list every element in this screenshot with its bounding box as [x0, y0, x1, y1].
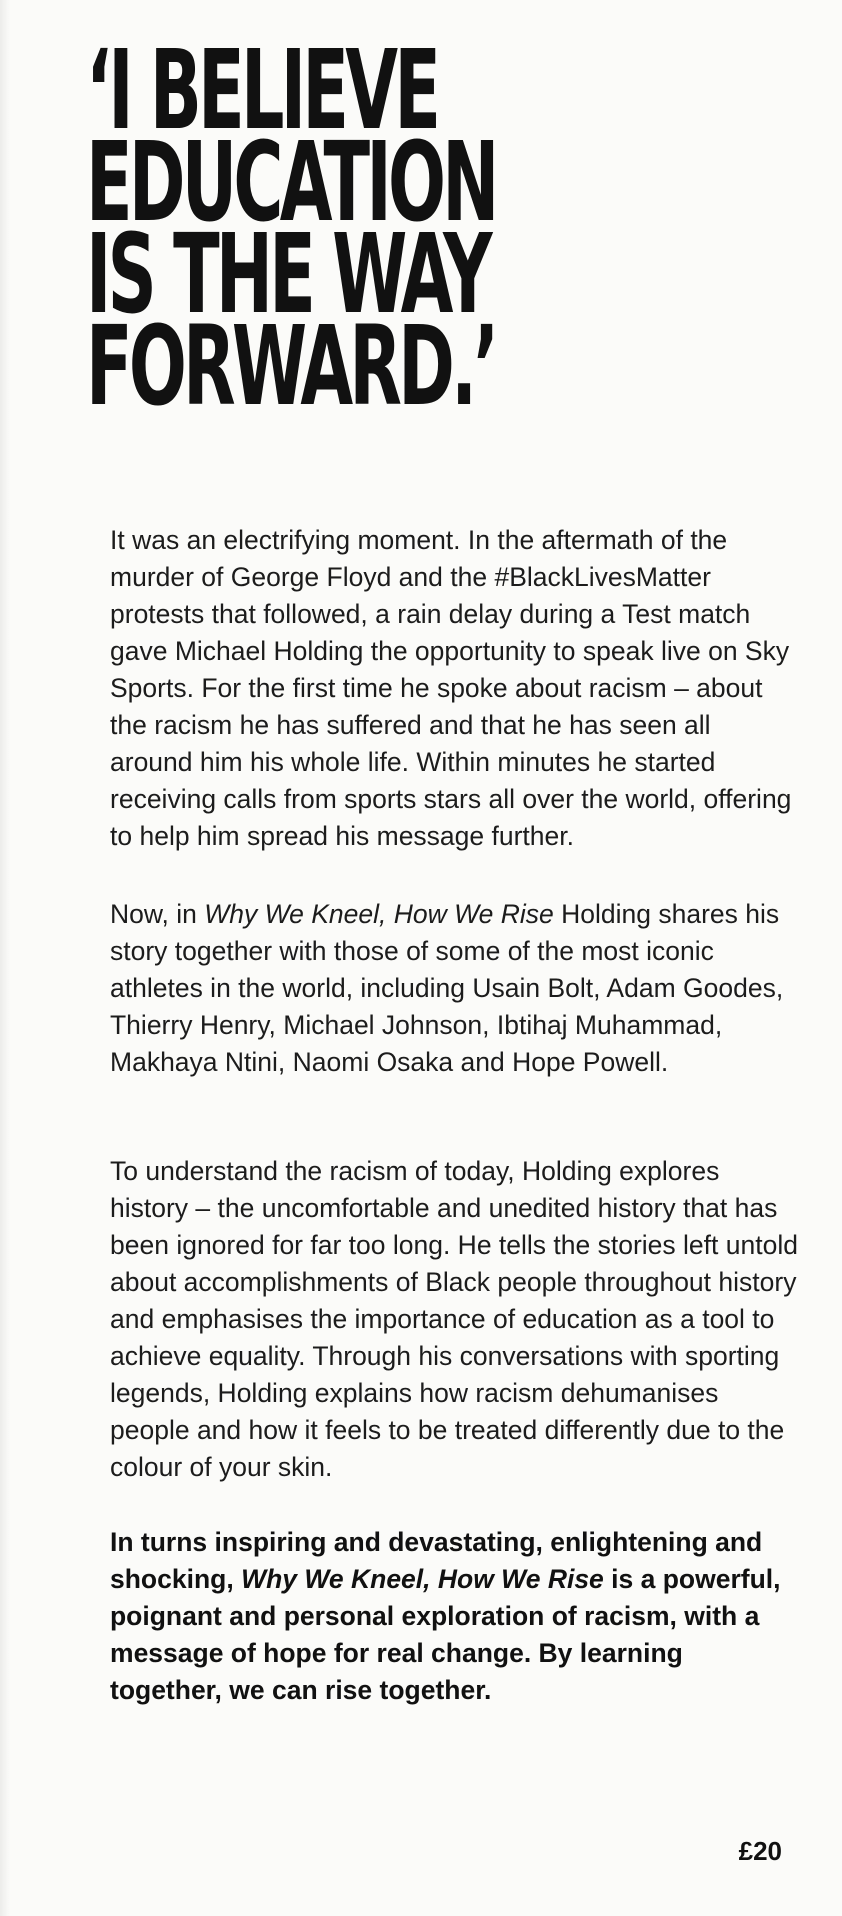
- blurb-paragraph-3: To understand the racism of today, Holding explores history – the uncomfortable and unedited history that has been ignored for far too long. He tells the stories left untold about accomplishments of Black people throughout history and emphasises the importance of education as a tool to achieve equality. Through his conversations with sporting legends, Holding explains how racism dehumanises people and how it feels to be treated differently due to the colour of your skin.: [110, 1156, 798, 1482]
- blurb-paragraph-2: [110, 896, 800, 1081]
- book-title-italic: Why We Kneel, How We Rise: [204, 899, 554, 929]
- paragraph-2-intro: Now, in: [110, 899, 205, 929]
- paragraph-2-rest: Holding shares his story together with those of some of the most iconic athletes in the world, including Usain Bolt, Adam Goodes, Thierry Henry, Michael Johnson, Ibtihaj Muhammad, Makhaya Ntini, Naomi Osaka and Hope Powell.: [110, 899, 784, 1077]
- paragraph-4-rest: is a powerful, poignant and personal exploration of racism, with a message of hope for real change. By learning together, we can rise together.: [110, 1564, 781, 1705]
- blurb-paragraph-1: It was an electrifying moment. In the aftermath of the murder of George Floyd and the #BlackLivesMatter protests that followed, a rain delay during a Test match gave Michael Holding the opportunity to speak live on Sky Sports. For the first time he spoke about racism – about the racism he has suffered and that he has seen all around him his whole life. Within minutes he started receiving calls from sports stars all over the world, offering to help him spread his message further.: [110, 525, 792, 851]
- price-label: £20: [738, 1836, 782, 1866]
- blurb-paragraph-4-bold: [110, 1524, 800, 1709]
- headline-line-1: ‘I BELIEVE: [86, 26, 438, 154]
- page-edge-shadow: [0, 0, 10, 1916]
- headline-line-2: EDUCATION: [86, 118, 496, 246]
- headline-line-4: FORWARD.’: [86, 302, 496, 430]
- headline-line-3: IS THE WAY: [86, 210, 489, 338]
- paragraph-4-intro: In turns inspiring and devastating, enlightening and shocking,: [110, 1527, 763, 1594]
- headline-quote: [86, 26, 496, 430]
- book-title-italic-bold: Why We Kneel, How We Rise: [241, 1564, 604, 1594]
